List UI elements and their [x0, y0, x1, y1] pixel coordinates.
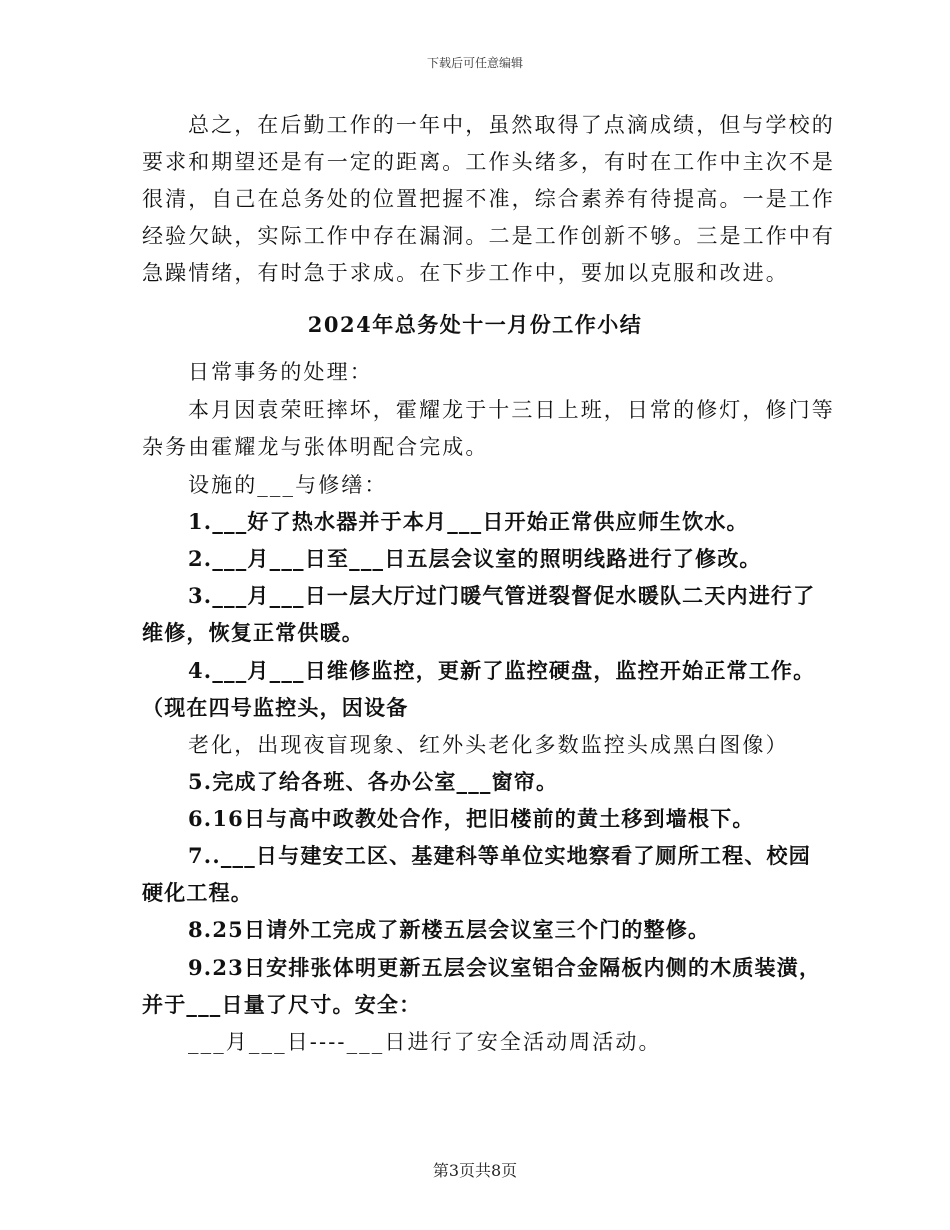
daily-text-line: 本月因袁荣旺摔坏，霍耀龙于十三日上班，日常的修灯，修门等	[188, 398, 835, 422]
list-item-continuation: 硬化工程。	[142, 880, 253, 905]
list-item: 5.完成了给各班、各办公室___窗帘。	[188, 769, 559, 794]
list-item: 9.23日安排张体明更新五层会议室铝合金隔板内侧的木质装潢，	[188, 955, 822, 980]
section-title: 2024年总务处十一月份工作小结	[307, 312, 643, 337]
list-item: 4.___月___日维修监控，更新了监控硬盘，监控开始正常工作。	[188, 658, 816, 683]
daily-text-line: 杂务由霍耀龙与张体明配合完成。	[142, 435, 489, 459]
conclusion-line: 很清，自己在总务处的位置把握不准，综合素养有待提高。一是工作	[142, 187, 835, 211]
list-item: 7..___日与建安工区、基建科等单位实地察看了厕所工程、校园	[188, 843, 811, 868]
conclusion-line: 经验欠缺，实际工作中存在漏洞。二是工作创新不够。三是工作中有	[142, 224, 835, 248]
list-item-continuation: （现在四号监控头，因设备	[142, 695, 409, 720]
conclusion-line: 急躁情绪，有时急于求成。在下步工作中，要加以克服和改进。	[142, 261, 789, 285]
conclusion-line: 总之，在后勤工作的一年中，虽然取得了点滴成绩，但与学校的	[188, 113, 835, 137]
list-item: 8.25日请外工完成了新楼五层会议室三个门的整修。	[188, 917, 711, 942]
page-header: 下载后可任意编辑	[426, 56, 523, 70]
safety-text: ___月___日----___日进行了安全活动周活动。	[188, 1030, 662, 1054]
list-item-continuation: 维修，恢复正常供暖。	[142, 620, 364, 645]
page-footer: 第3页共8页	[432, 1161, 518, 1180]
list-item-note: 老化，出现夜盲现象、红外头老化多数监控头成黑白图像）	[188, 733, 789, 757]
facilities-heading: 设施的___与修缮：	[188, 473, 388, 497]
list-item: 6.16日与高中政教处合作，把旧楼前的黄土移到墙根下。	[188, 806, 755, 831]
list-item: 1.___好了热水器并于本月___日开始正常供应师生饮水。	[188, 509, 749, 534]
conclusion-line: 要求和期望还是有一定的距离。工作头绪多，有时在工作中主次不是	[142, 150, 835, 174]
daily-heading: 日常事务的处理：	[188, 360, 373, 384]
list-item: 2.___月___日至___日五层会议室的照明线路进行了修改。	[188, 546, 762, 571]
list-item-continuation: 并于___日量了尺寸。安全：	[142, 992, 422, 1017]
list-item: 3.___月___日一层大厅过门暖气管迸裂督促水暖队二天内进行了	[188, 583, 816, 608]
